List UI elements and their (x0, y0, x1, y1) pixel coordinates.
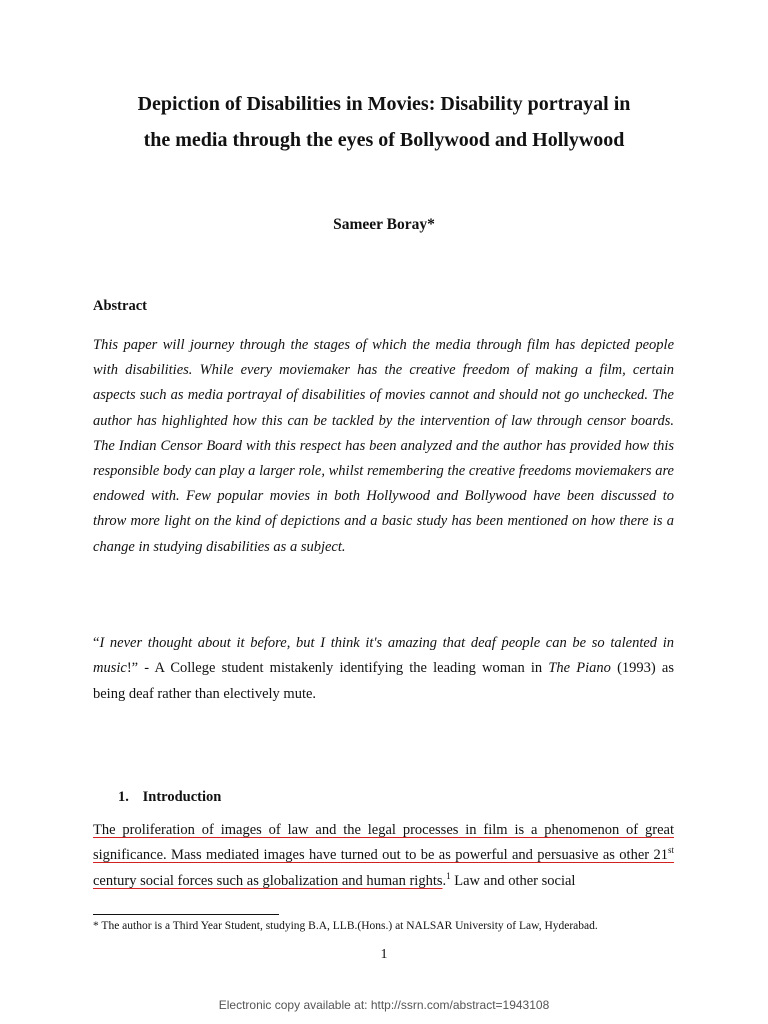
intro-superscript-st: st (667, 845, 674, 856)
footnote-divider (93, 914, 279, 915)
page-number: 1 (380, 947, 388, 962)
footnote-reference[interactable]: 1 (446, 870, 451, 881)
quote-film-title: The Piano (548, 660, 611, 677)
section-heading-introduction (118, 789, 221, 806)
intro-text-part-1: The proliferation of images of law and the legal processes in film is a phenomenon of great significance. Mass mediated images have turned out to be as powerful and persuasive as other 21 (93, 822, 674, 864)
quote-italic-text: I never thought about it before, but I think it's amazing that deaf people can be so talented in music (93, 635, 674, 677)
abstract-heading: Abstract (93, 298, 147, 314)
section-number: 1. (118, 789, 129, 805)
quote-open-mark: “ (93, 635, 100, 651)
title-line-1: Depiction of Disabilities in Movies: Disability portrayal in (137, 93, 631, 115)
intro-period: . (442, 872, 447, 889)
introduction-paragraph (93, 818, 674, 894)
abstract-body: This paper will journey through the stages of which the media through film has depicted people with disabilities. While every moviemaker has the creative freedom of making a film, certain aspects such as media portrayal of disabilities of movies cannot and should not go unchecked. The author has highlighted how this can be tackled by the intervention of law through censor boards. The Indian Censor Board with this respect has been analyzed and the author has provided how this responsible body can play a larger role, whilst remembering the creative freedoms moviemakers are endowed with. Few popular movies in both Hollywood and Bollywood have been discussed to throw more light on the kind of depictions and a basic study has been mentioned on how there is a change in studying disabilities as a subject. (93, 337, 674, 555)
paper-title (80, 86, 688, 158)
quote-attribution: !” - A College student mistakenly identifying the leading woman in (126, 660, 549, 677)
epigraph-quote (93, 631, 674, 707)
intro-underlined-text (93, 822, 674, 889)
quote-film-note: (1993) as being deaf rather than electively mute. (93, 660, 674, 702)
author-name: Sameer Boray* (333, 216, 435, 233)
section-title: Introduction (142, 789, 222, 805)
title-line-2: the media through the eyes of Bollywood and Hollywood (143, 129, 625, 151)
author-footnote: * The author is a Third Year Student, studying B.A, LLB.(Hons.) at NALSAR University of Law, Hyderabad. (93, 920, 598, 932)
intro-text-part-2: century social forces such as globalization and human rights (93, 872, 443, 889)
intro-text-part-3: Law and other social (450, 872, 576, 889)
ssrn-notice-link[interactable]: Electronic copy available at: http://ssrn.com/abstract=1943108 (218, 998, 550, 1012)
